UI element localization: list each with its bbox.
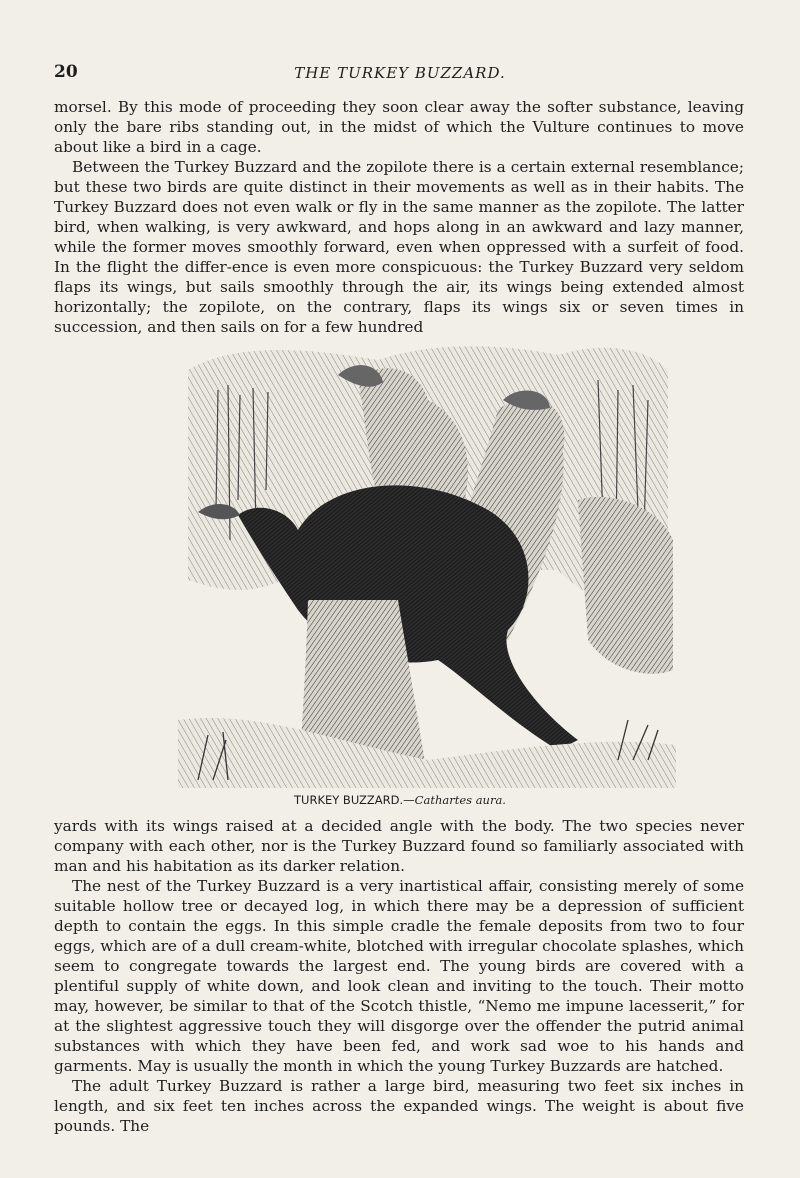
caption-scientific-name: Cathartes aura. xyxy=(414,793,506,807)
rock xyxy=(578,497,673,674)
caption-main: TURKEY BUZZARD.— xyxy=(294,793,415,807)
paragraph: morsel. By this mode of proceeding they soon clear away the softer substance, leaving only the bare ribs standing out, in the midst of which the Vulture continues to move about like a bird in a cage. xyxy=(54,98,744,156)
figure-caption xyxy=(0,793,800,807)
paragraph: Between the Turkey Buzzard and the zopilote there is a certain external resemblance; but these two birds are quite distinct in their movements as well as in their habits. The Turkey Buzzard does not even walk or fly in the same manner as the zopilote. The latter bird, when walking, is very awkward, and hops along in an awkward and lazy manner, while the former moves smoothly forward, even when oppressed with a surfeit of food. In the flight the differ-ence is even more conspicuous: the Turkey Buzzard very seldom flaps its wings, but sails smoothly through the air, its wings being extended almost horizontally; the zopilote, on the contrary, flaps its wings six or seven times in succession, and then sails on for a few hundred xyxy=(54,158,744,336)
top-text-block xyxy=(54,97,744,337)
paragraph: The adult Turkey Buzzard is rather a large bird, measuring two feet six inches in length, and six feet ten inches across the expanded wings. The weight is about five pounds. The xyxy=(54,1077,744,1135)
page-number: 20 xyxy=(54,62,78,82)
ground xyxy=(178,718,676,788)
turkey-buzzard-engraving xyxy=(178,340,676,788)
paragraph: yards with its wings raised at a decided angle with the body. The two species never company with each other, nor is the Turkey Buzzard found so familiarly associated with man and his habitation as its darker relation. xyxy=(54,817,744,875)
bottom-text-block xyxy=(54,816,744,1136)
running-title: THE TURKEY BUZZARD. xyxy=(294,64,506,82)
paragraph: The nest of the Turkey Buzzard is a very inartistical affair, consisting merely of some suitable hollow tree or decayed log, in which there may be a depression of sufficient depth to contain the eggs. In this simple cradle the female deposits from two to four eggs, which are of a dull cream-white, blotched with irregular chocolate splashes, which seem to congregate towards the largest end. The young birds are covered with a plentiful supply of white down, and look clean and inviting to the touch. Their motto may, however, be similar to that of the Scotch thistle, “Nemo me impune lacesserit,” for at the slightest aggressive touch they will disgorge over the offender the putrid animal substances with which they have been fed, and work sad woe to his hands and garments. May is usually the month in which the young Turkey Buzzards are hatched. xyxy=(54,877,744,1075)
